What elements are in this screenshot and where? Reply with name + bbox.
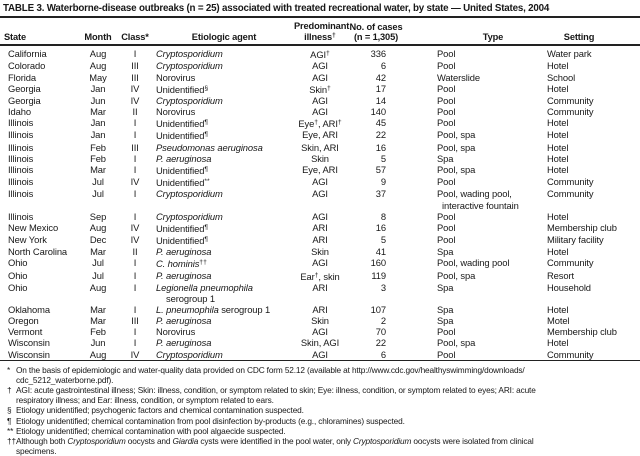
cell-setting: Community bbox=[547, 348, 594, 360]
cell-month: Jul bbox=[92, 257, 104, 269]
cell-setting: Military facility bbox=[547, 234, 604, 245]
footnote-text: Although both Cryptosporidium oocysts and Giardia cysts were identified in the pool water, only Cryptosporidium oocysts were isolated from clinical specimens. bbox=[16, 436, 534, 456]
cell-illness: Skin, ARI bbox=[301, 141, 339, 153]
cell-type: Waterslide bbox=[437, 71, 480, 83]
table-row bbox=[0, 246, 640, 257]
footnote bbox=[0, 365, 638, 385]
table-row bbox=[0, 164, 640, 176]
cell-type: Spa bbox=[437, 281, 454, 293]
cell-class: I bbox=[133, 188, 137, 200]
cell-type: Pool bbox=[437, 106, 456, 118]
cell-agent: L. pneumophila serogroup 1 bbox=[156, 304, 271, 316]
cell-illness: Skin, AGI bbox=[300, 337, 340, 349]
cell-cases: 336 bbox=[370, 48, 386, 60]
cell-cases: 17 bbox=[375, 82, 386, 94]
cell-agent: P. aeruginosa bbox=[156, 152, 212, 164]
cell-agent: Cryptosporidium bbox=[156, 60, 223, 72]
cell-month: Aug bbox=[89, 48, 107, 60]
cell-type: Spa bbox=[437, 304, 454, 316]
cell-setting: Motel bbox=[547, 315, 570, 327]
cell-cases: 2 bbox=[380, 315, 386, 327]
cell-setting: Hotel bbox=[547, 117, 569, 129]
cell-agent: Norovirus bbox=[156, 326, 196, 338]
cell-cases: 6 bbox=[380, 348, 386, 360]
cell-illness: Eye†, ARI† bbox=[298, 118, 342, 130]
cell-month: Mar bbox=[90, 163, 106, 175]
col-header-type: Type bbox=[406, 18, 540, 45]
col-header-class: Class* bbox=[116, 18, 154, 45]
table-row bbox=[0, 45, 640, 60]
cell-agent: Unidentified¶ bbox=[156, 222, 208, 234]
table-title: TABLE 3. Waterborne-disease outbreaks (n = 25) associated with treated recreational water, by state — United States, 2004 bbox=[0, 0, 640, 18]
cell-illness: AGI bbox=[312, 326, 328, 338]
cell-illness: AGI bbox=[312, 71, 328, 83]
cell-month: Sep bbox=[89, 210, 107, 222]
cell-month: Feb bbox=[90, 326, 106, 338]
table-row bbox=[0, 211, 640, 222]
cell-month: Aug bbox=[89, 221, 107, 233]
cell-cases: 41 bbox=[375, 246, 386, 258]
cell-class: IV bbox=[130, 94, 140, 106]
cell-state: Ohio bbox=[8, 281, 28, 293]
cell-cases: 9 bbox=[380, 176, 386, 188]
cell-month: Mar bbox=[90, 106, 106, 118]
cell-agent: Cryptosporidium bbox=[156, 48, 223, 60]
footnote-text: AGI: acute gastrointestinal illness; Skin: illness, condition, or symptom related to skin; Eye: illness, condition, or symptom related to eyes; ARI: acute respiratory illness; and Ear: illness, condition, or symptom related to ears. bbox=[16, 385, 536, 406]
cell-agent: P. aeruginosa bbox=[156, 337, 212, 349]
cell-setting: Hotel bbox=[547, 141, 569, 153]
table-row bbox=[0, 270, 640, 282]
cell-class: I bbox=[133, 129, 137, 141]
cell-state: Colorado bbox=[8, 60, 46, 72]
cell-cases: 42 bbox=[375, 71, 386, 83]
cell-month: Jul bbox=[92, 269, 104, 281]
cell-cases: 70 bbox=[375, 326, 386, 338]
cell-agent: P. aeruginosa bbox=[156, 246, 212, 258]
table-row bbox=[0, 326, 640, 337]
cell-class: IV bbox=[130, 221, 140, 233]
cell-setting: Water park bbox=[547, 48, 592, 60]
table-row bbox=[0, 142, 640, 153]
cell-state: Illinois bbox=[8, 141, 34, 153]
col-header-predominant-illness: Predominant illness† bbox=[294, 18, 346, 45]
cell-class: I bbox=[133, 163, 137, 175]
cell-setting: Community bbox=[547, 94, 594, 106]
footnote bbox=[0, 405, 638, 415]
cell-month: Jun bbox=[90, 337, 106, 349]
table-row bbox=[0, 234, 640, 246]
cell-type: Pool bbox=[437, 221, 456, 233]
cell-class: IV bbox=[130, 234, 140, 245]
cell-agent: Norovirus bbox=[156, 71, 196, 83]
footnote-symbol: †† bbox=[7, 436, 16, 447]
cell-state: California bbox=[8, 48, 47, 60]
cell-illness: Skin bbox=[311, 246, 329, 258]
cell-illness: AGI bbox=[312, 188, 328, 200]
table-row bbox=[0, 188, 640, 210]
footnote-symbol: ¶ bbox=[7, 415, 12, 426]
footnote-symbol: * bbox=[7, 364, 11, 375]
table-row bbox=[0, 315, 640, 326]
cell-illness: Eye, ARI bbox=[302, 163, 338, 175]
cell-setting: Membership club bbox=[547, 326, 617, 338]
cell-illness: ARI bbox=[312, 234, 328, 245]
cell-setting: Hotel bbox=[547, 246, 569, 258]
table-row bbox=[0, 282, 640, 304]
cell-class: III bbox=[131, 71, 139, 83]
cell-state: Oklahoma bbox=[8, 304, 50, 316]
cell-setting: Hotel bbox=[547, 129, 569, 141]
cell-illness: AGI bbox=[312, 176, 328, 188]
table-row bbox=[0, 129, 640, 141]
cell-state: Ohio bbox=[8, 257, 28, 269]
cell-illness: AGI† bbox=[310, 49, 330, 61]
cell-setting: Household bbox=[547, 281, 591, 293]
cell-state: New York bbox=[8, 234, 47, 245]
cell-illness: AGI bbox=[312, 257, 328, 269]
col-header-etiologic-agent: Etiologic agent bbox=[154, 18, 294, 45]
cell-class: III bbox=[131, 60, 139, 72]
cell-illness: Skin bbox=[311, 315, 329, 327]
cell-type: Pool, wading pool, interactive fountain bbox=[437, 188, 519, 211]
cell-illness: Skin† bbox=[309, 83, 331, 95]
table-row bbox=[0, 60, 640, 71]
cell-state: Georgia bbox=[8, 82, 41, 94]
cell-agent: Unidentified¶ bbox=[156, 165, 208, 177]
cell-state: Idaho bbox=[8, 106, 31, 118]
cell-class: IV bbox=[130, 82, 140, 94]
cell-setting: Community bbox=[547, 106, 594, 118]
table-row bbox=[0, 153, 640, 164]
cell-state: Illinois bbox=[8, 117, 34, 129]
cell-type: Pool bbox=[437, 60, 456, 72]
table-row bbox=[0, 257, 640, 269]
footnote-symbol: § bbox=[7, 405, 12, 416]
cell-type: Spa bbox=[437, 246, 454, 258]
cell-type: Pool, wading pool bbox=[437, 257, 510, 269]
cell-setting: Resort bbox=[547, 269, 575, 281]
cell-agent: P. aeruginosa bbox=[156, 269, 212, 281]
col-header-no-of-cases: No. of cases (n = 1,305) bbox=[346, 18, 406, 45]
cell-month: Aug bbox=[89, 281, 107, 293]
cell-type: Pool, spa bbox=[437, 337, 476, 349]
cell-agent: Unidentified¶ bbox=[156, 235, 208, 247]
footnote-text: Etiology unidentified; chemical contamination with pool algaecide suspected. bbox=[16, 425, 286, 436]
cell-class: I bbox=[133, 152, 137, 164]
cell-state: Illinois bbox=[8, 152, 34, 164]
footnote bbox=[0, 385, 638, 405]
outbreaks-table bbox=[0, 18, 640, 361]
cell-type: Pool bbox=[437, 348, 456, 360]
cell-month: Mar bbox=[90, 304, 106, 316]
table-row bbox=[0, 83, 640, 95]
table-row bbox=[0, 176, 640, 188]
cell-cases: 16 bbox=[375, 221, 386, 233]
cell-illness: ARI bbox=[312, 281, 328, 293]
cell-setting: School bbox=[547, 71, 576, 83]
cell-month: Dec bbox=[89, 234, 107, 245]
cell-illness: Ear†, skin bbox=[300, 270, 340, 282]
cell-class: I bbox=[133, 210, 137, 222]
cell-month: Aug bbox=[89, 348, 107, 360]
cell-state: Illinois bbox=[8, 129, 34, 141]
cell-type: Pool, spa bbox=[437, 141, 476, 153]
cell-month: Jul bbox=[92, 176, 104, 188]
footnote-symbol: † bbox=[7, 385, 12, 395]
cell-type: Spa bbox=[437, 152, 454, 164]
footnote bbox=[0, 416, 638, 426]
cell-illness: AGI bbox=[312, 348, 328, 360]
cell-setting: Membership club bbox=[547, 221, 617, 233]
cell-cases: 119 bbox=[371, 269, 386, 281]
cell-cases: 14 bbox=[375, 94, 386, 106]
table-row bbox=[0, 304, 640, 315]
cell-state: Wisconsin bbox=[8, 337, 50, 349]
cell-class: I bbox=[133, 117, 137, 129]
cell-type: Pool bbox=[437, 82, 456, 94]
cell-setting: Community bbox=[547, 176, 594, 188]
cell-type: Pool bbox=[437, 94, 456, 106]
cell-agent: Pseudomonas aeruginosa bbox=[156, 141, 263, 153]
cell-illness: Skin bbox=[311, 152, 329, 164]
cell-type: Pool, spa bbox=[437, 163, 476, 175]
cell-month: Jun bbox=[90, 94, 106, 106]
cell-type: Pool bbox=[437, 234, 456, 245]
cell-setting: Hotel bbox=[547, 304, 569, 316]
cell-cases: 5 bbox=[380, 152, 386, 164]
cell-state: New Mexico bbox=[8, 221, 59, 233]
table-row bbox=[0, 106, 640, 117]
cell-agent: Unidentified§ bbox=[156, 83, 209, 95]
table-body bbox=[0, 45, 640, 360]
cell-illness: ARI bbox=[312, 304, 328, 316]
table-row bbox=[0, 95, 640, 106]
cell-type: Pool, spa bbox=[437, 269, 476, 281]
cell-agent: Cryptosporidium bbox=[156, 348, 223, 360]
cell-month: Mar bbox=[90, 246, 106, 258]
cell-cases: 8 bbox=[380, 210, 386, 222]
col-header-setting: Setting bbox=[540, 18, 640, 45]
cell-illness: AGI bbox=[312, 106, 328, 118]
cell-cases: 107 bbox=[370, 304, 386, 316]
cell-cases: 140 bbox=[370, 106, 386, 118]
cell-state: Illinois bbox=[8, 210, 34, 222]
cell-type: Pool bbox=[437, 210, 456, 222]
cell-state: Illinois bbox=[8, 188, 34, 200]
footnote-text: Etiology unidentified; chemical contamination from pool disinfection by-products (e.g., chloramines) suspected. bbox=[16, 415, 405, 426]
cell-class: III bbox=[131, 141, 139, 153]
cell-agent: Cryptosporidium bbox=[156, 210, 223, 222]
cell-state: Florida bbox=[8, 71, 36, 83]
cell-illness: ARI bbox=[312, 221, 328, 233]
cell-class: IV bbox=[130, 348, 140, 360]
cell-state: Illinois bbox=[8, 163, 34, 175]
footnote bbox=[0, 436, 638, 456]
cell-class: I bbox=[133, 269, 137, 281]
cell-setting: Hotel bbox=[547, 163, 569, 175]
cell-class: I bbox=[133, 304, 137, 316]
cell-class: III bbox=[131, 315, 139, 327]
cell-setting: Hotel bbox=[547, 210, 569, 222]
cell-cases: 57 bbox=[375, 163, 386, 175]
cell-state: Wisconsin bbox=[8, 348, 50, 360]
cell-type: Pool bbox=[437, 48, 456, 60]
cell-cases: 22 bbox=[375, 129, 386, 141]
cell-setting: Community bbox=[547, 257, 594, 269]
cell-cases: 6 bbox=[380, 60, 386, 72]
table-row bbox=[0, 349, 640, 361]
cell-class: I bbox=[133, 326, 137, 338]
cell-class: II bbox=[132, 246, 138, 258]
cell-agent: P. aeruginosa bbox=[156, 315, 212, 327]
cell-month: Feb bbox=[90, 141, 106, 153]
footnote bbox=[0, 426, 638, 436]
cell-cases: 3 bbox=[380, 281, 386, 293]
cell-month: Mar bbox=[90, 315, 106, 327]
cell-setting: Hotel bbox=[547, 337, 569, 349]
cell-class: IV bbox=[130, 176, 140, 188]
cell-illness: AGI bbox=[312, 94, 328, 106]
footnote-text: On the basis of epidemiologic and water-quality data provided on CDC form 52.12 (available at http://www.cdc.gov/healthyswimming/downloads/ cdc_5212_waterborne.pdf). bbox=[16, 364, 525, 385]
cell-agent: Unidentified¶ bbox=[156, 130, 208, 142]
cell-illness: AGI bbox=[312, 210, 328, 222]
cell-cases: 22 bbox=[375, 337, 386, 349]
cell-cases: 160 bbox=[370, 257, 386, 269]
cell-agent: Cryptosporidium bbox=[156, 94, 223, 106]
cell-state: Oregon bbox=[8, 315, 39, 327]
cell-setting: Hotel bbox=[547, 152, 569, 164]
cell-month: Jan bbox=[90, 117, 106, 129]
cell-setting: Hotel bbox=[547, 82, 569, 94]
cell-type: Pool bbox=[437, 326, 456, 338]
cell-type: Spa bbox=[437, 315, 454, 327]
cell-agent: Legionella pneumophila serogroup 1 bbox=[156, 281, 253, 305]
cell-class: I bbox=[133, 281, 137, 293]
cell-setting: Hotel bbox=[547, 60, 569, 72]
cell-agent: Norovirus bbox=[156, 106, 196, 118]
cell-state: Illinois bbox=[8, 176, 34, 188]
cell-state: North Carolina bbox=[8, 246, 68, 258]
table-row bbox=[0, 222, 640, 234]
cell-state: Ohio bbox=[8, 269, 28, 281]
cell-month: Jan bbox=[90, 129, 106, 141]
cell-agent: Unidentified** bbox=[156, 177, 210, 189]
footnotes bbox=[0, 361, 640, 456]
cell-class: I bbox=[133, 257, 137, 269]
col-header-month: Month bbox=[80, 18, 116, 45]
cell-illness: AGI bbox=[312, 60, 328, 72]
cell-month: Jul bbox=[92, 188, 104, 200]
cell-cases: 16 bbox=[375, 141, 386, 153]
cell-cases: 5 bbox=[380, 234, 386, 245]
cell-class: I bbox=[133, 337, 137, 349]
cell-type: Pool bbox=[437, 176, 456, 188]
cell-type: Pool bbox=[437, 117, 456, 129]
cell-month: Jan bbox=[90, 82, 106, 94]
table-row bbox=[0, 117, 640, 129]
cell-cases: 45 bbox=[375, 117, 386, 129]
cell-illness: Eye, ARI bbox=[302, 129, 338, 141]
cell-agent: Unidentified¶ bbox=[156, 118, 208, 130]
header-row bbox=[0, 18, 640, 45]
cell-class: I bbox=[133, 48, 137, 60]
cell-type: Pool, spa bbox=[437, 129, 476, 141]
cell-month: Aug bbox=[89, 60, 107, 72]
cell-setting: Community bbox=[547, 188, 594, 200]
cell-state: Georgia bbox=[8, 94, 41, 106]
cell-month: May bbox=[89, 71, 107, 83]
cell-cases: 37 bbox=[375, 188, 386, 200]
cell-month: Feb bbox=[90, 152, 106, 164]
cell-agent: Cryptosporidium bbox=[156, 188, 223, 200]
col-header-state: State bbox=[0, 18, 80, 45]
footnote-text: Etiology unidentified; psychogenic factors and chemical contamination suspected. bbox=[16, 405, 304, 416]
footnote-symbol: ** bbox=[7, 425, 14, 436]
table-row bbox=[0, 72, 640, 83]
cell-class: II bbox=[132, 106, 138, 118]
cell-agent: C. hominis†† bbox=[156, 258, 207, 270]
cell-state: Vermont bbox=[8, 326, 43, 338]
table-row bbox=[0, 337, 640, 348]
